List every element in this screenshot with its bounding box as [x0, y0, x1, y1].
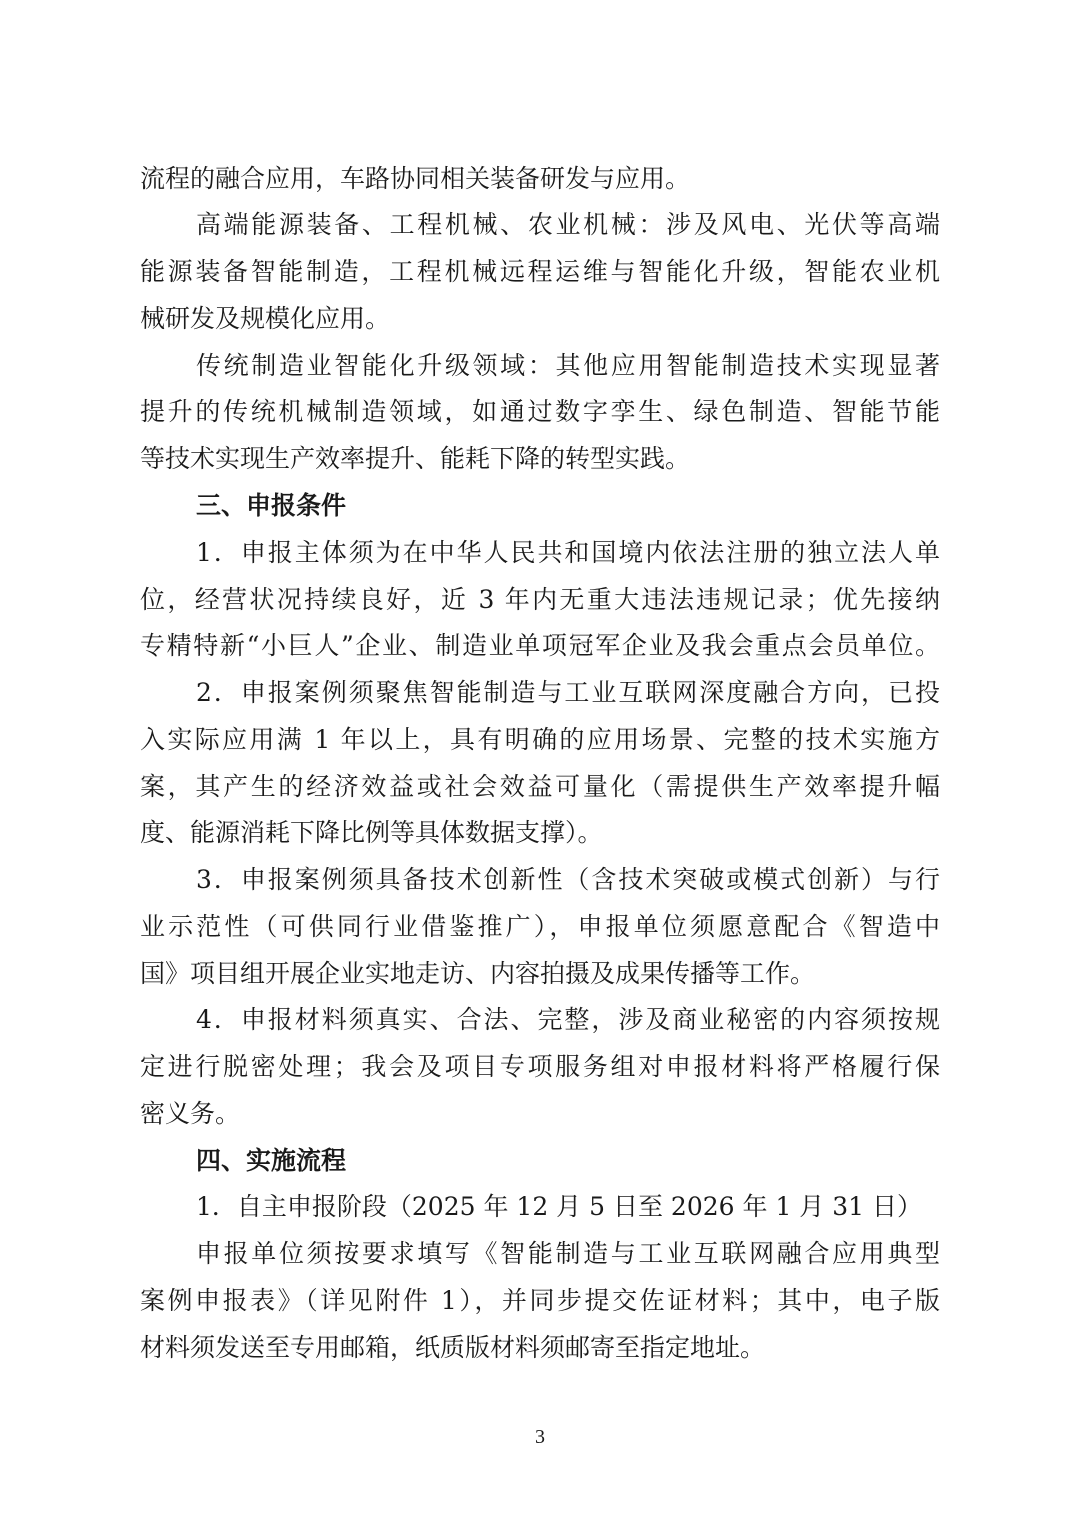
paragraph-line: 国》项目组开展企业实地走访、内容拍摄及成果传播等工作。 [140, 959, 816, 988]
page-number: 3 [535, 1426, 545, 1448]
paragraph-line: 传统制造业智能化升级领域：其他应用智能制造技术实现显著 [196, 351, 940, 380]
paragraph-line: 提升的传统机械制造领域，如通过数字孪生、绿色制造、智能节能 [140, 397, 940, 426]
paragraph-line: 业示范性（可供同行业借鉴推广），申报单位须愿意配合《智造中 [140, 912, 940, 941]
paragraph-line: 流程的融合应用，车路协同相关装备研发与应用。 [140, 164, 691, 193]
paragraph-line: 位，经营状况持续良好，近 3 年内无重大违法违规记录；优先接纳 [140, 585, 940, 614]
paragraph-line: 1．自主申报阶段（2025 年 12 月 5 日至 2026 年 1 月 31 日） [196, 1192, 923, 1221]
paragraph-line: 等技术实现生产效率提升、能耗下降的转型实践。 [140, 444, 691, 473]
paragraph-line: 案，其产生的经济效益或社会效益可量化（需提供生产效率提升幅 [140, 772, 940, 801]
paragraph-line: 度、能源消耗下降比例等具体数据支撑）。 [140, 818, 603, 847]
paragraph-line: 械研发及规模化应用。 [140, 304, 391, 333]
paragraph-line: 密义务。 [140, 1099, 241, 1128]
paragraph-line: 4．申报材料须真实、合法、完整，涉及商业秘密的内容须按规 [196, 1005, 940, 1034]
paragraph-line: 申报单位须按要求填写《智能制造与工业互联网融合应用典型 [196, 1239, 940, 1268]
paragraph-line: 材料须发送至专用邮箱，纸质版材料须邮寄至指定地址。 [140, 1333, 766, 1362]
paragraph-line: 定进行脱密处理；我会及项目专项服务组对申报材料将严格履行保 [140, 1052, 940, 1081]
paragraph-line: 案例申报表》（详见附件 1），并同步提交佐证材料；其中，电子版 [140, 1286, 940, 1315]
section-heading: 四、实施流程 [196, 1146, 347, 1175]
paragraph-line: 专精特新“小巨人”企业、制造业单项冠军企业及我会重点会员单位。 [140, 631, 940, 660]
paragraph-line: 2．申报案例须聚焦智能制造与工业互联网深度融合方向，已投 [196, 678, 940, 707]
paragraph-line: 能源装备智能制造，工程机械远程运维与智能化升级，智能农业机 [140, 257, 940, 286]
paragraph-line: 3．申报案例须具备技术创新性（含技术突破或模式创新）与行 [196, 865, 940, 894]
paragraph-line: 1．申报主体须为在中华人民共和国境内依法注册的独立法人单 [196, 538, 940, 567]
paragraph-line: 高端能源装备、工程机械、农业机械：涉及风电、光伏等高端 [196, 210, 940, 239]
paragraph-line: 入实际应用满 1 年以上，具有明确的应用场景、完整的技术实施方 [140, 725, 940, 754]
section-heading: 三、申报条件 [196, 491, 347, 520]
